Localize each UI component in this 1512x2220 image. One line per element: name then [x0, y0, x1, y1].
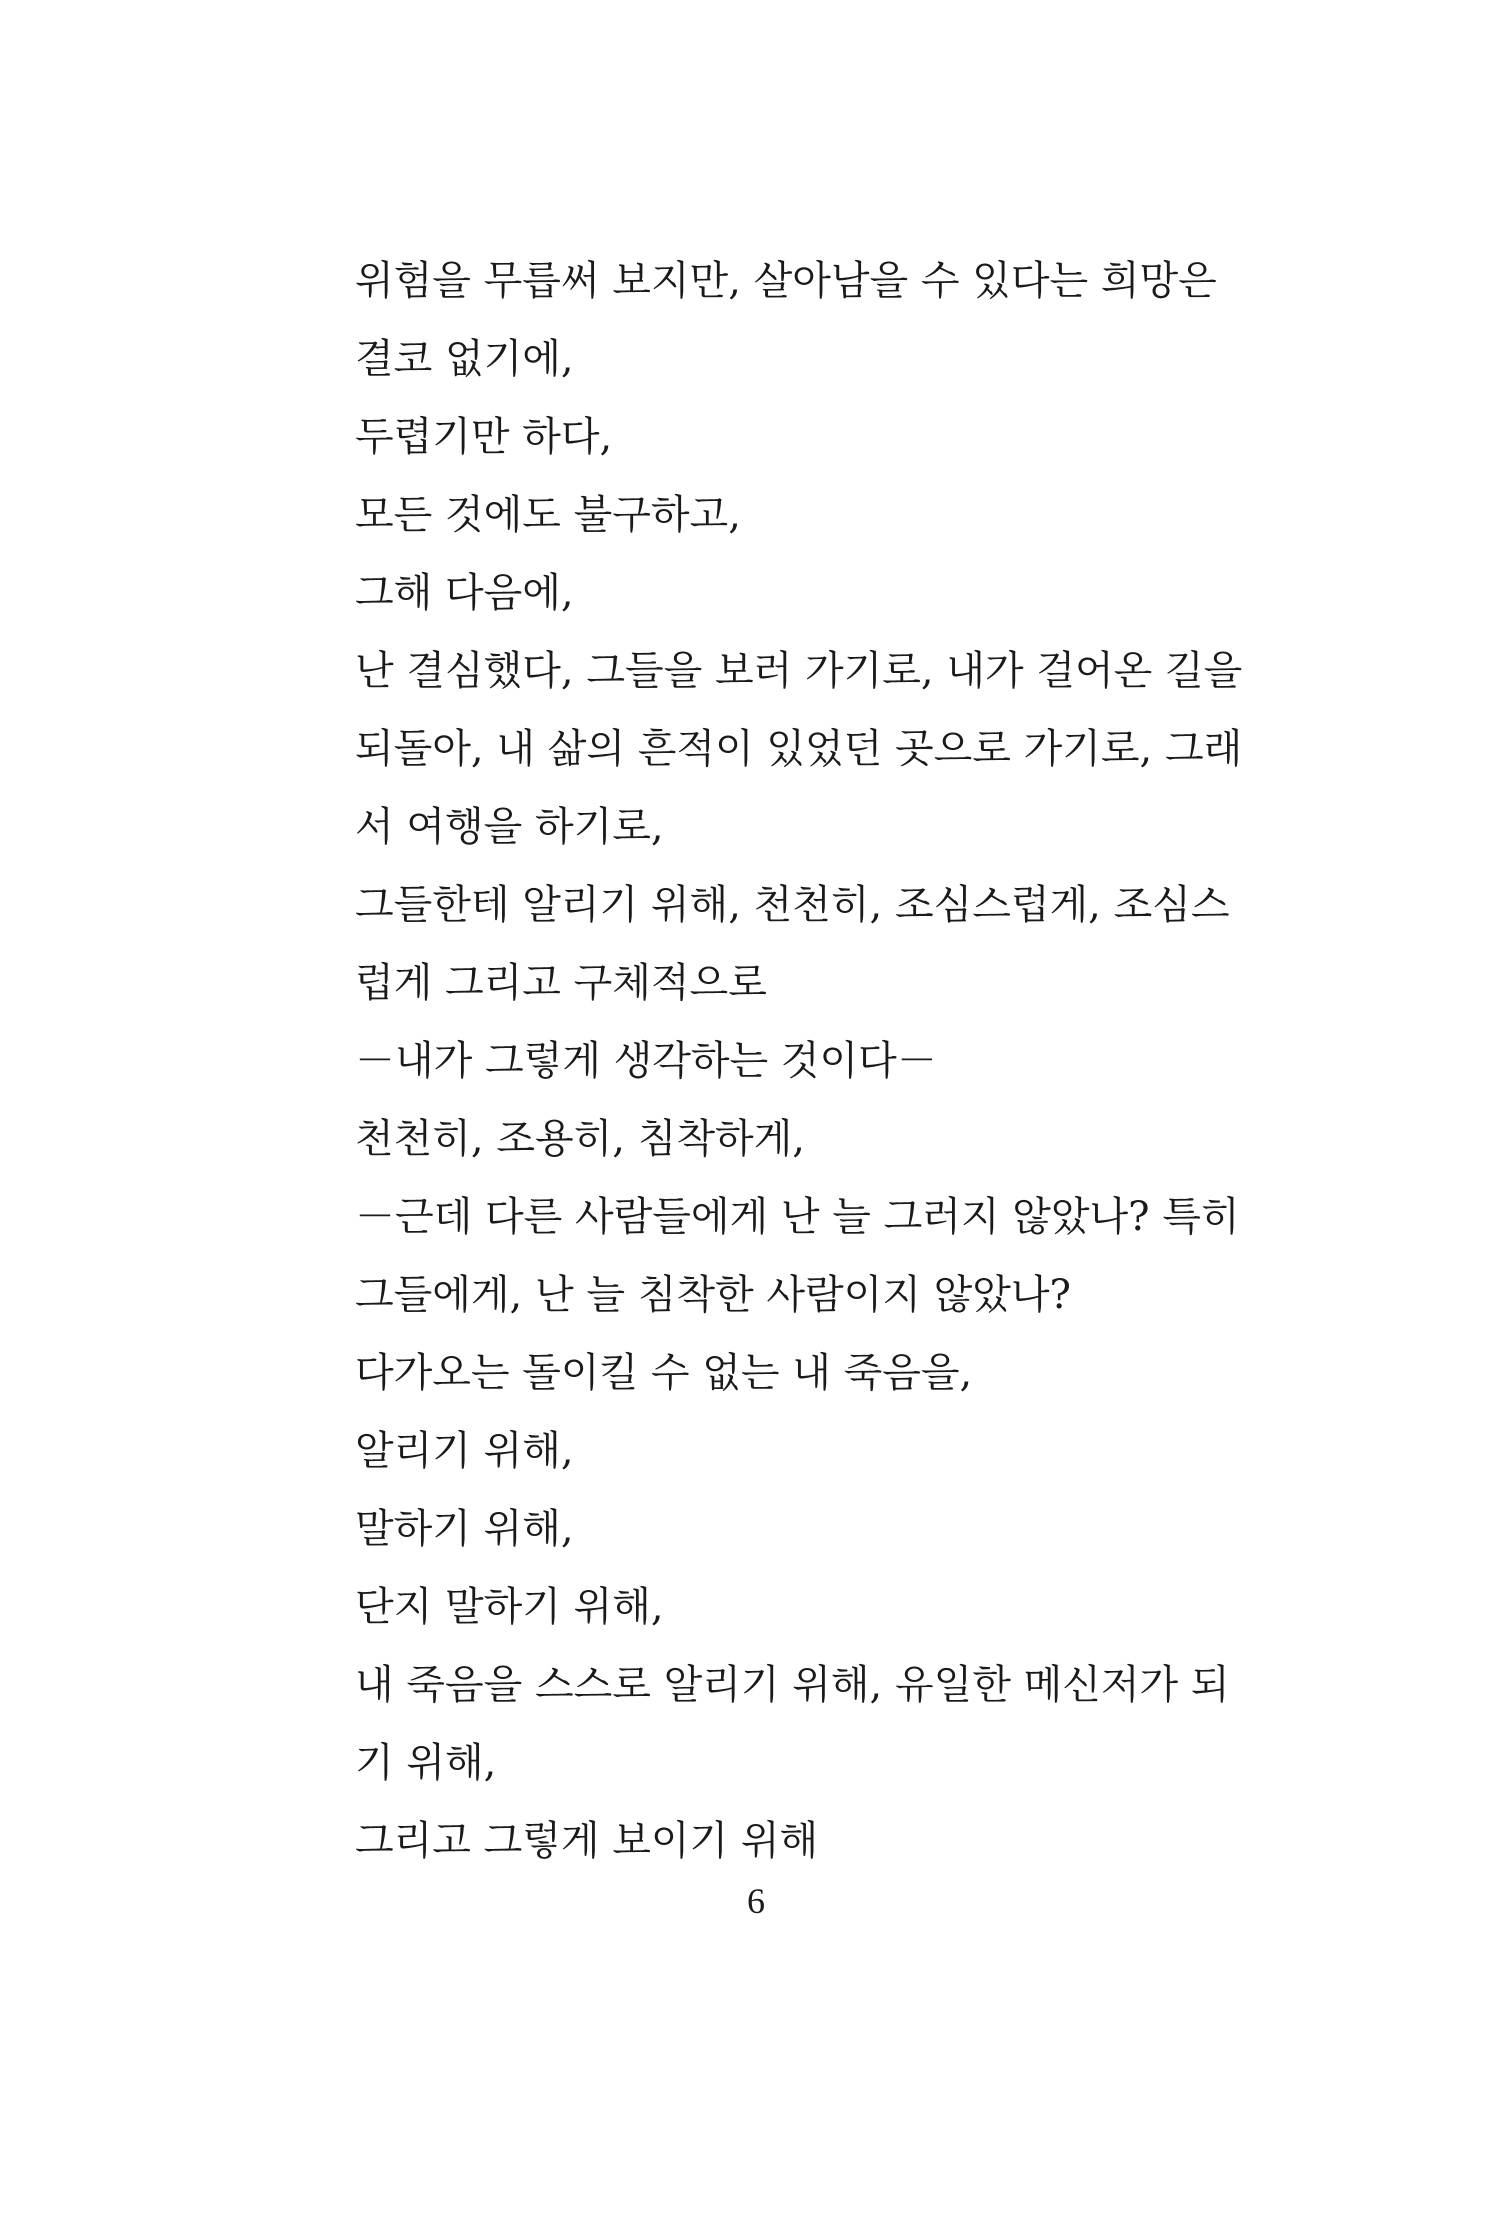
body-text — [355, 242, 1243, 1880]
text-line: 되돌아, 내 삶의 흔적이 있었던 곳으로 가기로, 그래 — [355, 726, 1243, 772]
text-line: 그리고 그렇게 보이기 위해 — [355, 1818, 819, 1864]
text-line: 난 결심했다, 그들을 보러 가기로, 내가 걸어온 길을 — [355, 648, 1243, 694]
text-line: 말하기 위해, — [355, 1506, 574, 1552]
text-line: 그들한테 알리기 위해, 천천히, 조심스럽게, 조심스 — [355, 882, 1230, 928]
text-line: －내가 그렇게 생각하는 것이다－ — [355, 1038, 937, 1084]
text-line: 알리기 위해, — [355, 1428, 574, 1474]
text-line: 위험을 무릅써 보지만, 살아남을 수 있다는 희망은 — [355, 258, 1217, 304]
text-line: 기 위해, — [355, 1740, 497, 1786]
text-line: 결코 없기에, — [355, 336, 574, 382]
text-line: 그들에게, 난 늘 침착한 사람이지 않았나? — [355, 1272, 1071, 1318]
text-line: 다가오는 돌이킬 수 없는 내 죽음을, — [355, 1350, 973, 1396]
page-number: 6 — [747, 1881, 765, 1921]
text-line: 두렵기만 하다, — [355, 414, 613, 460]
text-line: 서 여행을 하기로, — [355, 804, 664, 850]
text-line: 천천히, 조용히, 침착하게, — [355, 1116, 805, 1162]
text-line: 단지 말하기 위해, — [355, 1584, 664, 1630]
text-line: 럽게 그리고 구체적으로 — [355, 960, 767, 1006]
text-line: －근데 다른 사람들에게 난 늘 그러지 않았나? 특히 — [355, 1194, 1240, 1240]
text-line: 내 죽음을 스스로 알리기 위해, 유일한 메신저가 되 — [355, 1662, 1230, 1708]
text-line: 그해 다음에, — [355, 570, 574, 616]
text-line: 모든 것에도 불구하고, — [355, 492, 741, 538]
